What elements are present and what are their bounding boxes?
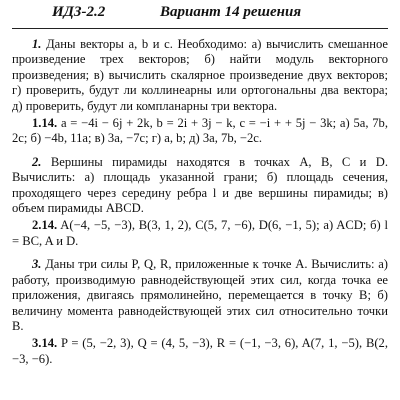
task-1-statement [12,37,388,114]
task-1-variant-data [12,116,388,147]
variant-title: Вариант 14 решения [160,4,302,20]
task-3-statement [12,257,388,334]
task-1-variant-text: a = −4i − 6j + 2k, b = 2i + 3j − k, c = −i + + 5j − 3k; а) 5a, 7b, 2c; б) −4b, 11a; в) 3a, −7c; г) a, b; д) 3a, 7b, −2c. [12,116,389,146]
header-divider [12,28,388,29]
task-3-variant-data [12,336,388,367]
task-1-text: Даны векторы a, b и c. Необходимо: а) вычислить смешанное произведение трех векторов; б) найти модуль векторного произведения; в) вычислить скалярное произведение двух векторов; г) проверить, будут ли коллинеарны или ортогональны два вектора; д) проверить, будут ли компланарны три вектора. [12,37,388,113]
task-2-variant-number: 2.14. [32,218,58,233]
document-header [52,4,388,26]
task-2-number: 2. [32,154,42,169]
task-2-statement [12,155,388,217]
task-3-number: 3. [32,257,42,272]
task-2-variant-text: A(−4, −5, −3), B(3, 1, 2), C(5, 7, −6), D(6, −1, 5); а) ACD; б) l = BC, A и D. [12,218,388,248]
task-3-text: Даны три силы P, Q, R, приложенные к точке A. Вычислить: а) работу, производимую равнодействующей этих сил, когда точка ее приложения, двигаясь прямолинейно, перемещается в точку B; б) величину момента равнодействующей этих сил относительно точки B. [12,257,388,333]
task-3-variant-text: P = (5, −2, 3), Q = (4, 5, −3), R = (−1, −3, 6), A(7, 1, −5), B(2, −3, −6). [12,336,388,366]
task-1-number: 1. [32,37,42,51]
task-2-text: Вершины пирамиды находятся в точках A, B, C и D. Вычислить: а) площадь указанной грани; б) площадь сечения, проходящего через середину ребра l и две вершины пирамиды; в) объем пирамиды ABCD. [12,154,388,216]
task-1-variant-number: 1.14. [32,116,58,131]
task-3-variant-number: 3.14. [32,336,58,351]
assignment-code: ИДЗ-2.2 [52,4,106,20]
task-2-variant-data [12,218,388,249]
